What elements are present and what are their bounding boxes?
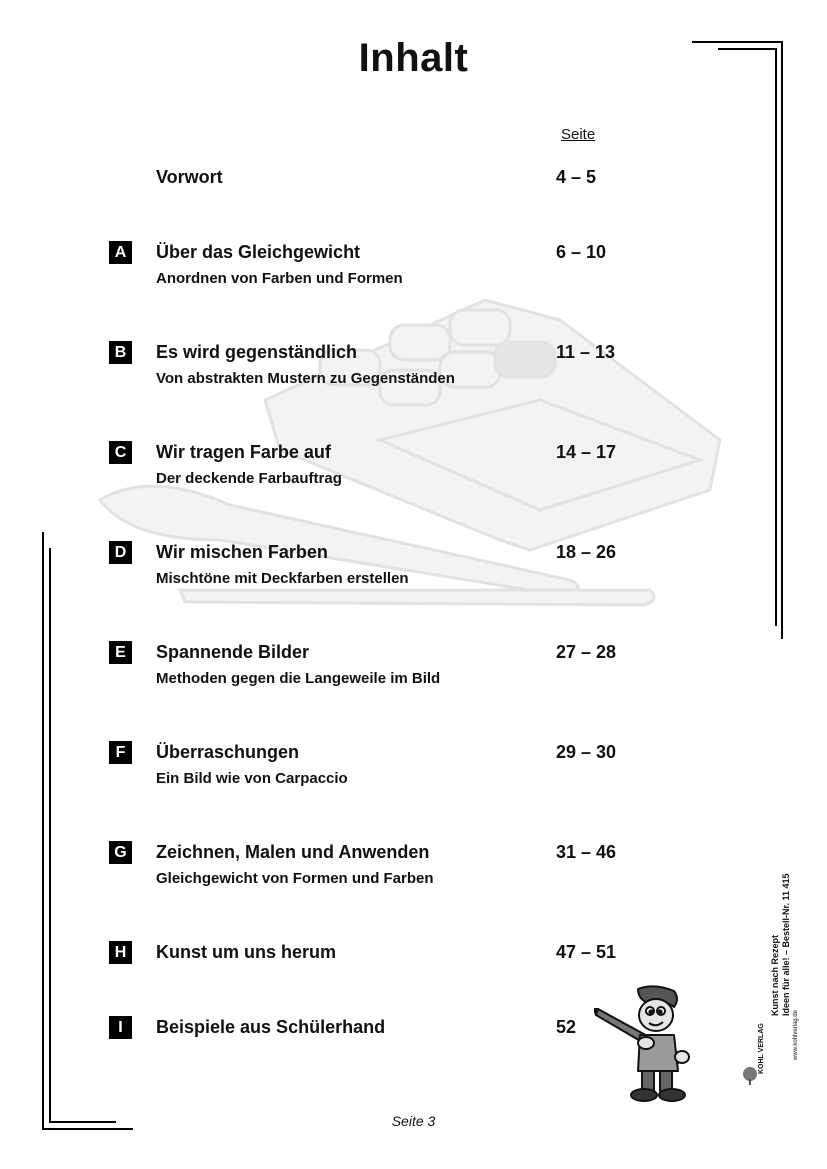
toc-entry-pages: 18 – 26 (556, 542, 617, 562)
toc-entry-title: Zeichnen, Malen und Anwenden (156, 842, 430, 862)
toc-entry-subtitle: Der deckende Farbauftrag (156, 470, 342, 487)
toc-entry-subtitle: Mischtöne mit Deckfarben erstellen (156, 570, 409, 587)
toc-entry-title: Beispiele aus Schülerhand (156, 1017, 386, 1037)
toc-entry-pages: 52 (556, 1017, 577, 1037)
page-number-footer: Seite 3 (391, 1113, 436, 1129)
tree-logo-icon (741, 1066, 759, 1086)
toc-entry-subtitle: Anordnen von Farben und Formen (156, 270, 403, 287)
chapter-letter-badge: C (109, 441, 132, 464)
page-column-header: Seite (561, 126, 596, 143)
toc-entry-pages: 29 – 30 (556, 742, 617, 762)
toc-entry-title: Über das Gleichgewicht (156, 242, 361, 262)
chapter-letter-badge: H (109, 941, 132, 964)
toc-entry-title: Spannende Bilder (156, 642, 310, 662)
frame-left-line-outer (42, 532, 44, 1130)
boy-with-pencil-illustration (594, 985, 704, 1103)
publisher-url: www.kohlverlag.de (793, 1009, 799, 1060)
chapter-letter-badge: A (109, 241, 132, 264)
frame-left-line-inner (49, 548, 51, 1122)
toc-entry-title: Kunst um uns herum (156, 942, 337, 962)
chapter-letter-badge: B (109, 341, 132, 364)
toc-entry-pages: 4 – 5 (556, 167, 597, 187)
toc-entry-title: Wir tragen Farbe auf (156, 442, 331, 462)
frame-right-line-outer (781, 41, 783, 639)
toc-entry-pages: 11 – 13 (556, 342, 616, 362)
toc-entry-title: Vorwort (156, 167, 223, 187)
toc-entry-pages: 27 – 28 (556, 642, 617, 662)
toc-entry-pages: 31 – 46 (556, 842, 617, 862)
toc-entry-subtitle: Methoden gegen die Langeweile im Bild (156, 670, 441, 687)
chapter-letter-badge: E (109, 641, 132, 664)
chapter-letter-badge: D (109, 541, 132, 564)
toc-entry-subtitle: Von abstrakten Mustern zu Gegenständen (156, 370, 455, 387)
toc-entry-subtitle: Gleichgewicht von Formen und Farben (156, 870, 434, 887)
toc-entry-pages: 6 – 10 (556, 242, 607, 262)
page-title: Inhalt (358, 36, 469, 80)
publisher-logo: KOHL VERLAG (758, 1023, 765, 1074)
toc-entry-title: Wir mischen Farben (156, 542, 328, 562)
frame-right-line-inner (775, 48, 777, 626)
book-title-line: Kunst nach Rezept (770, 934, 780, 1016)
toc-entry-pages: 14 – 17 (556, 442, 617, 462)
chapter-letter-badge: F (109, 741, 132, 764)
toc-entry-subtitle: Ein Bild wie von Carpaccio (156, 770, 348, 787)
book-order-line: Ideen für alle! – Bestell-Nr. 11 415 (781, 873, 791, 1016)
toc-entry-title: Überraschungen (156, 742, 300, 762)
toc-entry-pages: 47 – 51 (556, 942, 617, 962)
toc-entry-title: Es wird gegenständlich (156, 342, 358, 362)
chapter-letter-badge: G (109, 841, 132, 864)
chapter-letter-badge: I (109, 1016, 132, 1039)
book-info-vertical (770, 873, 792, 1016)
